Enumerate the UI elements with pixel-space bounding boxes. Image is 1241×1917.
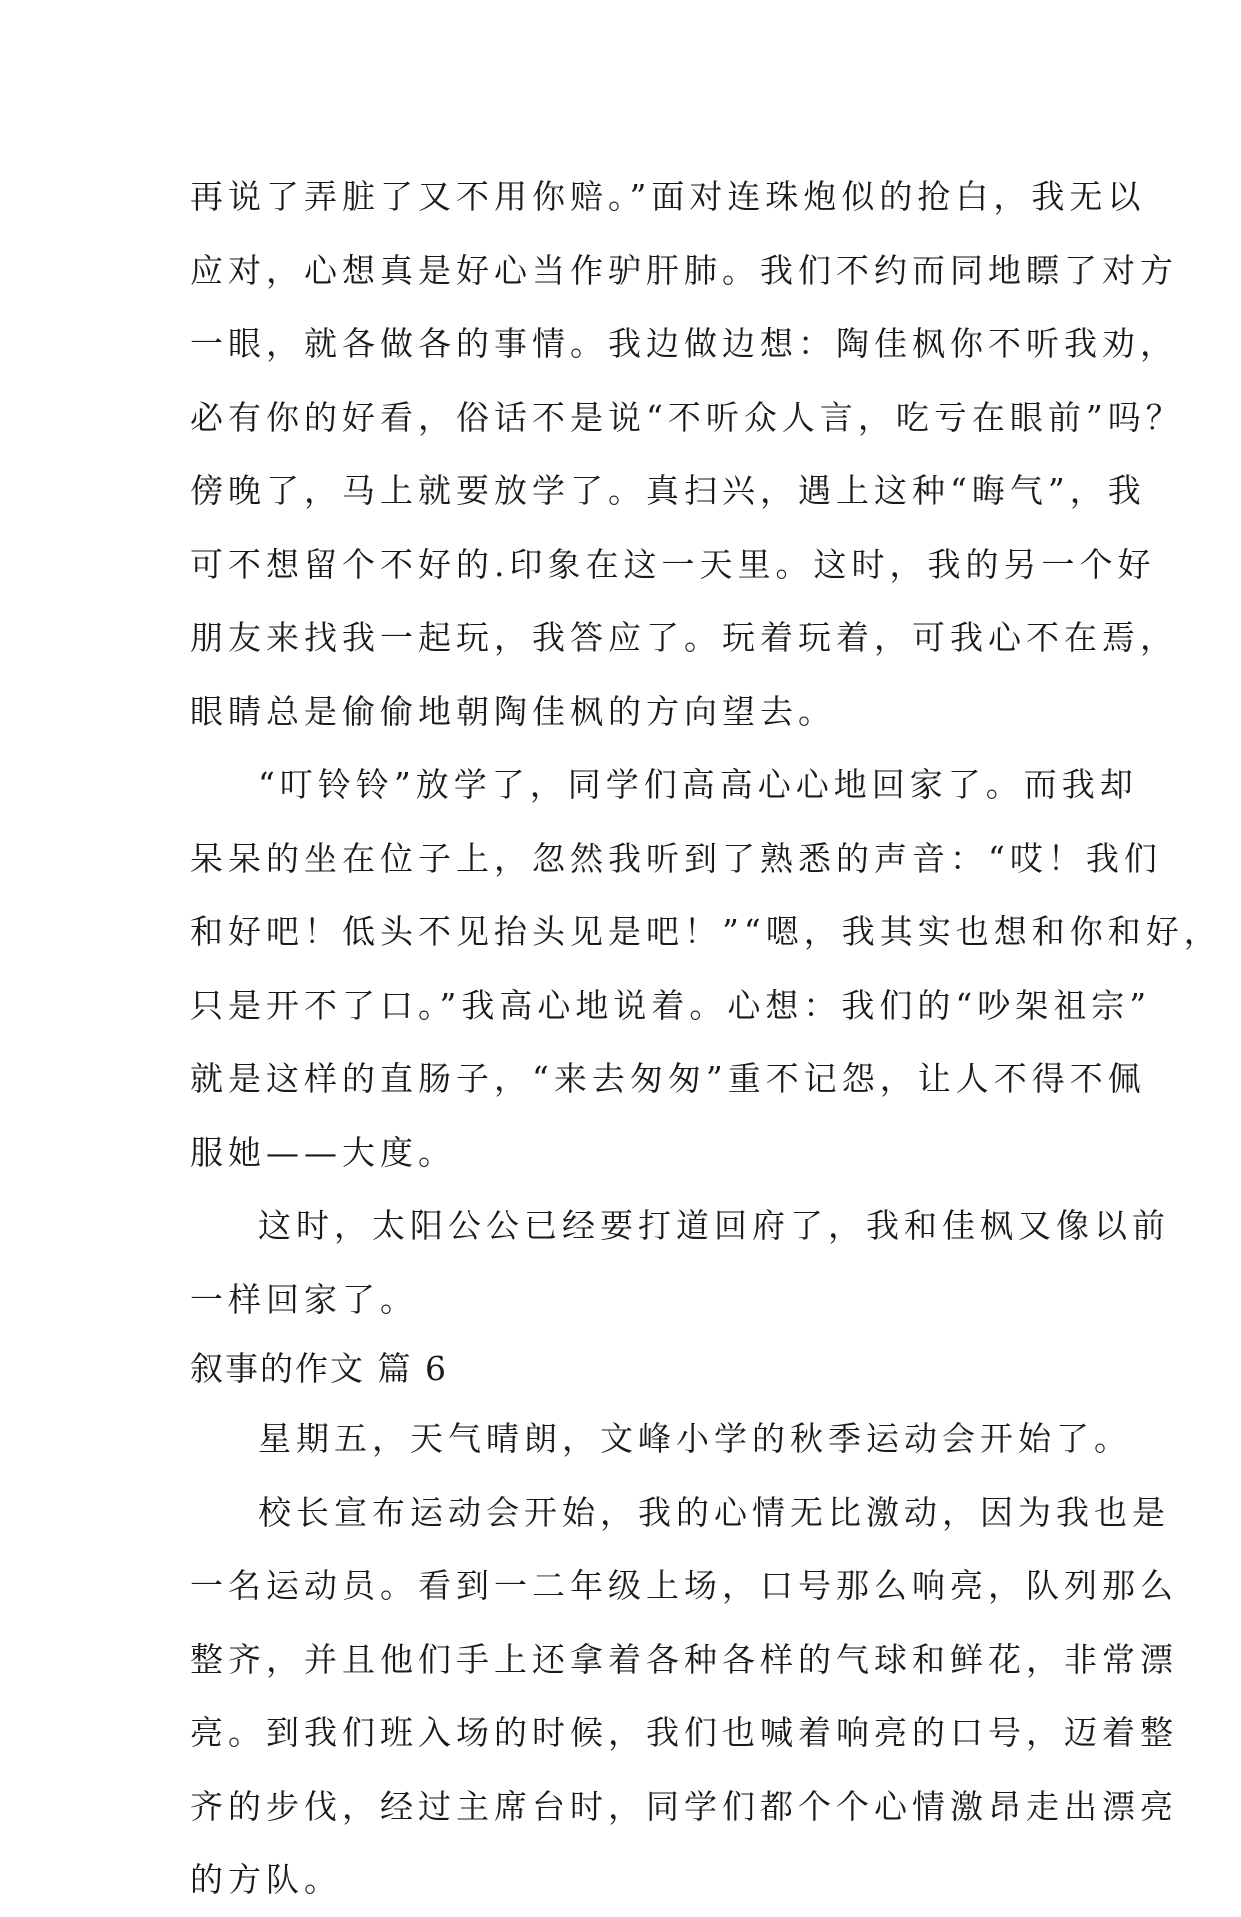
text-line: 可不想留个不好的.印象在这一天里。这时，我的另一个好 (190, 544, 1156, 584)
text-line: 朋友来找我一起玩，我答应了。玩着玩着，可我心不在焉， (190, 618, 1178, 657)
text-line: 一样回家了。 (190, 1279, 418, 1319)
text-line: 的方队。 (190, 1860, 342, 1899)
paragraph-first-line: 这时，太阳公公已经要打道回府了，我和佳枫又像以前 (258, 1206, 1170, 1245)
text-line: 应对，心想真是好心当作驴肝肺。我们不约而同地瞟了对方 (190, 250, 1178, 290)
text-line: 呆呆的坐在位子上，忽然我听到了熟悉的声音：“哎！我们 (190, 838, 1162, 878)
paragraph-first-line: 校长宣布运动会开始，我的心情无比激动，因为我也是 (258, 1492, 1170, 1532)
text-line: 傍晚了，马上就要放学了。真扫兴，遇上这种“晦气”，我 (190, 471, 1146, 510)
text-line: 亮。到我们班入场的时候，我们也喊着响亮的口号，迈着整 (190, 1713, 1178, 1752)
text-line: 一眼，就各做各的事情。我边做边想：陶佳枫你不听我劝， (190, 324, 1178, 363)
text-line: 必有你的好看，俗话不是说“不听众人言，吃亏在眼前”吗？ (190, 397, 1184, 437)
text-line: 服她——大度。 (190, 1132, 456, 1172)
text-line: 和好吧！低头不见抬头见是吧！”“嗯，我其实也想和你和好， (190, 912, 1222, 951)
section-heading: 叙事的作文 篇 6 (190, 1349, 448, 1388)
text-line: 就是这样的直肠子，“来去匆匆”重不记怨，让人不得不佩 (190, 1059, 1146, 1098)
text-line: 齐的步伐，经过主席台时，同学们都个个心情激昂走出漂亮 (190, 1786, 1178, 1826)
paragraph-first-line: “叮铃铃”放学了，同学们高高心心地回家了。而我却 (258, 765, 1138, 804)
text-line: 眼睛总是偷偷地朝陶佳枫的方向望去。 (190, 691, 836, 731)
text-line: 再说了弄脏了又不用你赔。”面对连珠炮似的抢白，我无以 (190, 177, 1146, 216)
document-body (190, 160, 1222, 1917)
text-line: 只是开不了口。”我高心地说着。心想：我们的“吵架祖宗” (190, 985, 1152, 1025)
text-line: 一名运动员。看到一二年级上场，口号那么响亮，队列那么 (190, 1566, 1178, 1605)
text-line: 整齐，并且他们手上还拿着各种各样的气球和鲜花，非常漂 (190, 1639, 1178, 1679)
paragraph-first-line: 星期五，天气晴朗，文峰小学的秋季运动会开始了。 (258, 1419, 1132, 1458)
